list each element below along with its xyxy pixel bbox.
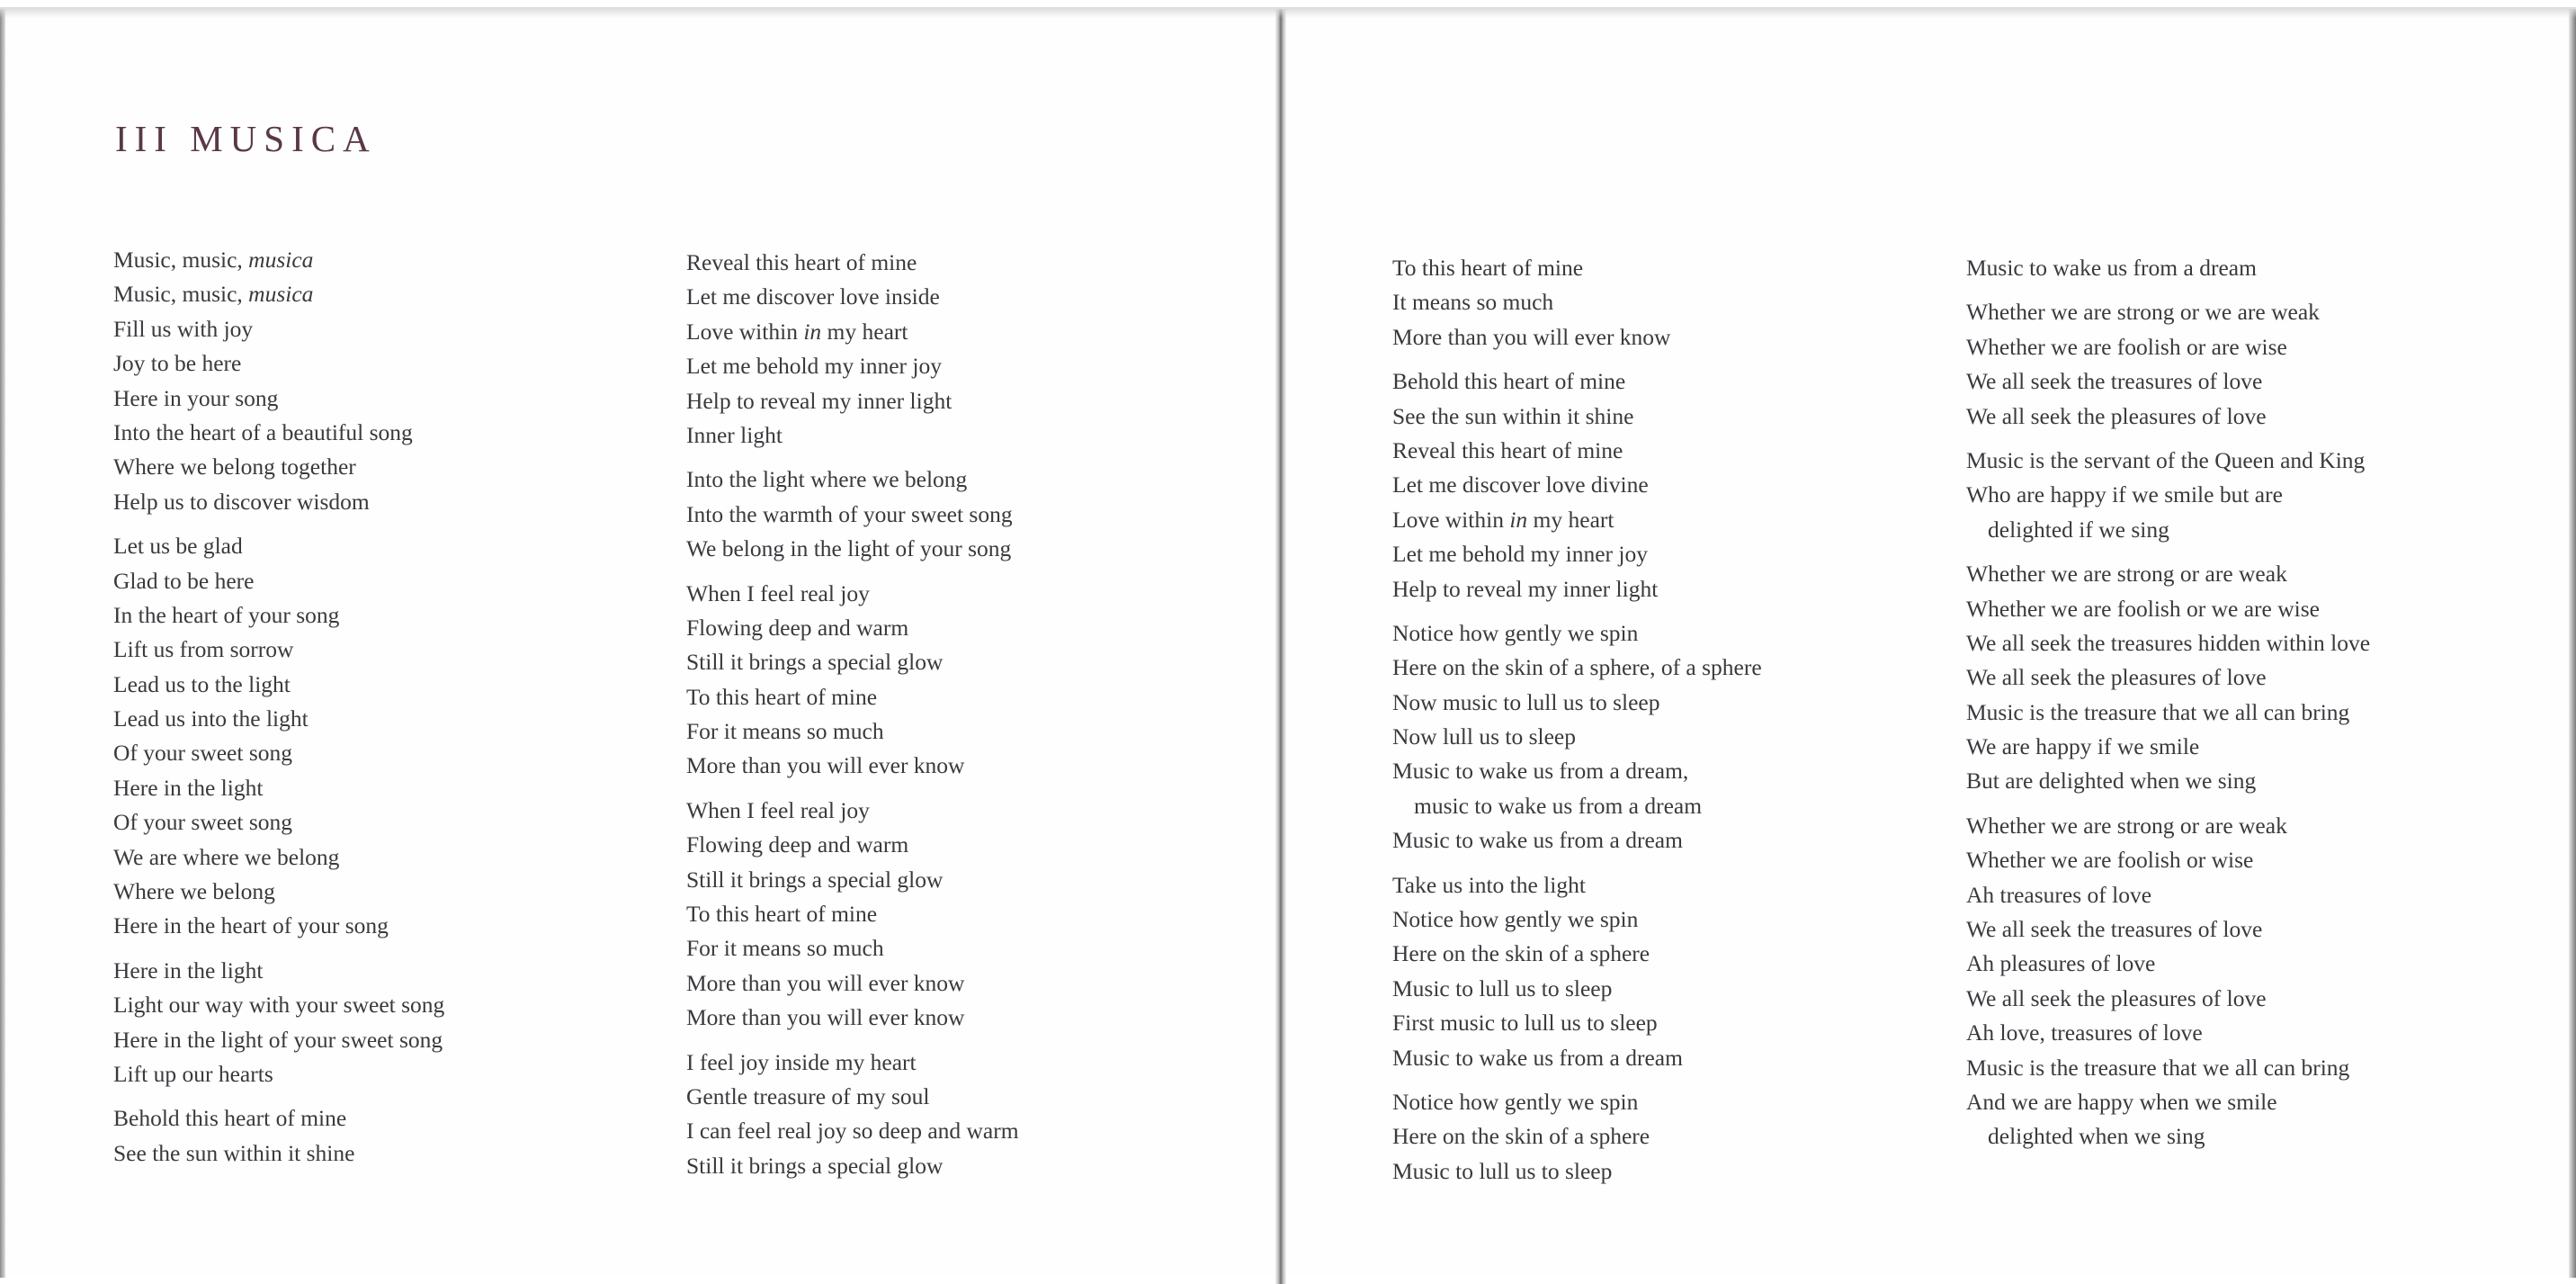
lyric-line: We are happy if we smile — [1966, 733, 2200, 760]
lyric-line: Inner light — [686, 421, 783, 448]
lyric-line: But are delighted when we sing — [1966, 768, 2257, 795]
stanza — [1392, 364, 1762, 606]
lyric-line: Music, music, musica — [113, 247, 314, 273]
lyric-line: When I feel real joy — [686, 579, 870, 606]
lyric-line: Music to wake us from a dream — [1392, 1044, 1683, 1071]
lyric-line: Now music to lull us to sleep — [1392, 688, 1660, 715]
lyric-line: Still it brings a special glow — [686, 866, 944, 893]
lyric-line: Love within in my heart — [1392, 506, 1614, 533]
lyric-line: Still it brings a special glow — [686, 649, 944, 676]
stanza — [1392, 251, 1762, 355]
lyric-line: Whether we are foolish or are wise — [1966, 333, 2287, 360]
lyric-line: Into the warmth of your sweet song — [686, 500, 1013, 527]
booklet-right-edge — [2569, 9, 2576, 1278]
lyric-line: We all seek the treasures of love — [1966, 368, 2263, 395]
lyric-line: More than you will ever know — [686, 752, 965, 779]
lyric-line: Into the light where we belong — [686, 466, 968, 493]
lyric-line: Whether we are strong or are weak — [1966, 812, 2287, 839]
lyric-line: We all seek the treasures of love — [1966, 916, 2263, 943]
lyric-line: Music is the treasure that we all can bring — [1966, 1054, 2350, 1081]
lyric-line: First music to lull us to sleep — [1392, 1010, 1658, 1037]
lyric-line: Here in the light — [113, 774, 264, 801]
stanza — [1392, 616, 1762, 858]
stanza — [113, 529, 444, 944]
lyric-line: music to wake us from a dream — [1414, 792, 1703, 819]
lyric-line: Help to reveal my inner light — [686, 387, 953, 414]
lyric-line: Ah treasures of love — [1966, 881, 2152, 908]
lyric-line: In the heart of your song — [113, 601, 340, 628]
lyrics-column-1 — [113, 243, 444, 1181]
lyric-line: We all seek the pleasures of love — [1966, 984, 2267, 1011]
stanza — [1966, 809, 2370, 1154]
lyric-line: For it means so much — [686, 935, 884, 962]
lyric-line: Music to lull us to sleep — [1392, 974, 1613, 1001]
stanza — [686, 577, 1019, 784]
lyric-line: Reveal this heart of mine — [1392, 436, 1623, 463]
lyric-line: Reveal this heart of mine — [686, 249, 917, 275]
lyric-line: I can feel real joy so deep and warm — [686, 1118, 1019, 1145]
lyric-line: Whether we are foolish or we are wise — [1966, 595, 2320, 622]
lyric-line: We are where we belong — [113, 843, 340, 870]
lyric-line: Behold this heart of mine — [1392, 368, 1626, 395]
lyric-line: Of your sweet song — [113, 740, 293, 767]
lyric-line: We all seek the pleasures of love — [1966, 402, 2267, 429]
lyric-line: See the sun within it shine — [1392, 402, 1634, 429]
lyric-line: Lead us to the light — [113, 670, 291, 697]
lyrics-column-2 — [686, 246, 1019, 1193]
lyric-line: Help us to discover wisdom — [113, 488, 370, 515]
lyric-line: Glad to be here — [113, 567, 255, 594]
lyric-line: Fill us with joy — [113, 315, 254, 342]
lyric-line: Whether we are foolish or wise — [1966, 847, 2254, 874]
lyric-line: Take us into the light — [1392, 871, 1586, 898]
lyric-line: Music to wake us from a dream, — [1392, 758, 1689, 785]
lyric-line: Help to reveal my inner light — [1392, 575, 1659, 602]
lyric-line: Notice how gently we spin — [1392, 619, 1639, 646]
lyric-line: Of your sweet song — [113, 809, 293, 836]
stanza — [1966, 251, 2370, 285]
lyric-line: When I feel real joy — [686, 796, 870, 823]
stanza — [686, 1046, 1019, 1184]
lyric-line: Here in the light of your sweet song — [113, 1026, 443, 1053]
lyric-line: Where we belong — [113, 878, 275, 905]
stanza — [113, 954, 444, 1092]
lyric-line: For it means so much — [686, 718, 884, 745]
stanza — [113, 1101, 444, 1171]
lyric-line: Flowing deep and warm — [686, 614, 909, 641]
top-shadow — [0, 7, 2576, 18]
lyric-line: Lead us into the light — [113, 705, 309, 732]
lyric-line: delighted if we sing — [1988, 516, 2169, 543]
lyric-line: More than you will ever know — [686, 1004, 965, 1031]
lyric-line: Here on the skin of a sphere — [1392, 940, 1650, 967]
lyric-line: Gentle treasure of my soul — [686, 1082, 930, 1109]
lyric-line: And we are happy when we smile — [1966, 1088, 2277, 1115]
lyric-line: I feel joy inside my heart — [686, 1048, 917, 1075]
lyric-line: Joy to be here — [113, 350, 242, 377]
lyrics-column-3 — [1392, 251, 1762, 1199]
stanza — [1392, 868, 1762, 1075]
lyric-line: Love within in my heart — [686, 318, 908, 345]
lyric-line: Whether we are strong or are weak — [1966, 561, 2287, 588]
lyric-line: Notice how gently we spin — [1392, 906, 1639, 933]
lyric-line: Where we belong together — [113, 453, 356, 480]
lyric-line: Let us be glad — [113, 533, 243, 560]
lyric-line: Music to wake us from a dream — [1392, 827, 1683, 854]
lyric-line: Light our way with your sweet song — [113, 992, 445, 1019]
lyric-line: We belong in the light of your song — [686, 535, 1012, 562]
stanza — [686, 794, 1019, 1036]
lyric-line: Ah pleasures of love — [1966, 950, 2156, 977]
stanza — [1966, 444, 2370, 547]
lyric-line: Notice how gently we spin — [1392, 1088, 1639, 1115]
stanza — [1966, 557, 2370, 799]
lyric-line: More than you will ever know — [686, 969, 965, 996]
lyric-line: delighted when we sing — [1988, 1123, 2205, 1150]
lyric-line: Music is the servant of the Queen and King — [1966, 446, 2366, 473]
stanza — [1966, 295, 2370, 434]
lyric-line: Music to lull us to sleep — [1392, 1157, 1613, 1184]
lyric-line: Ah love, treasures of love — [1966, 1019, 2203, 1046]
lyric-line: Let me discover love divine — [1392, 471, 1649, 498]
lyric-line: Whether we are strong or we are weak — [1966, 299, 2320, 326]
lyric-line: Now lull us to sleep — [1392, 723, 1576, 750]
lyric-line: Who are happy if we smile but are — [1966, 481, 2283, 508]
lyric-line: Let me behold my inner joy — [1392, 541, 1648, 568]
lyric-line: Here on the skin of a sphere — [1392, 1123, 1650, 1150]
lyric-line: Let me discover love inside — [686, 283, 940, 310]
lyric-line: We all seek the treasures hidden within love — [1966, 629, 2371, 656]
lyric-line: Lift us from sorrow — [113, 636, 294, 663]
lyric-line: More than you will ever know — [1392, 323, 1671, 350]
lyric-line: It means so much — [1392, 289, 1554, 316]
lyrics-column-4 — [1966, 251, 2370, 1164]
lyric-line: Let me behold my inner joy — [686, 353, 942, 380]
lyric-line: To this heart of mine — [1392, 255, 1584, 281]
stanza — [113, 243, 444, 519]
lyric-line: Here on the skin of a sphere, of a sphere — [1392, 654, 1762, 681]
lyric-line: Here in the heart of your song — [113, 912, 389, 939]
lyric-line: Music, music, musica — [113, 281, 314, 308]
lyric-line: Flowing deep and warm — [686, 831, 909, 858]
lyric-line: Here in your song — [113, 384, 279, 411]
booklet-spine — [1275, 9, 1286, 1284]
stanza — [686, 246, 1019, 453]
stanza — [1392, 1085, 1762, 1189]
lyric-line: Music is the treasure that we all can bring — [1966, 698, 2350, 725]
lyric-line: Lift up our hearts — [113, 1060, 273, 1087]
lyric-line: Still it brings a special glow — [686, 1152, 944, 1179]
lyric-line: Into the heart of a beautiful song — [113, 418, 413, 445]
lyric-line: We all seek the pleasures of love — [1966, 664, 2267, 691]
section-title: III MUSICA — [115, 118, 377, 159]
lyric-line: See the sun within it shine — [113, 1139, 355, 1166]
stanza — [686, 462, 1019, 566]
lyric-line: Here in the light — [113, 956, 264, 983]
lyric-line: Music to wake us from a dream — [1966, 255, 2257, 281]
lyric-line: Behold this heart of mine — [113, 1105, 347, 1132]
lyric-line: To this heart of mine — [686, 901, 878, 928]
lyric-line: To this heart of mine — [686, 683, 878, 710]
